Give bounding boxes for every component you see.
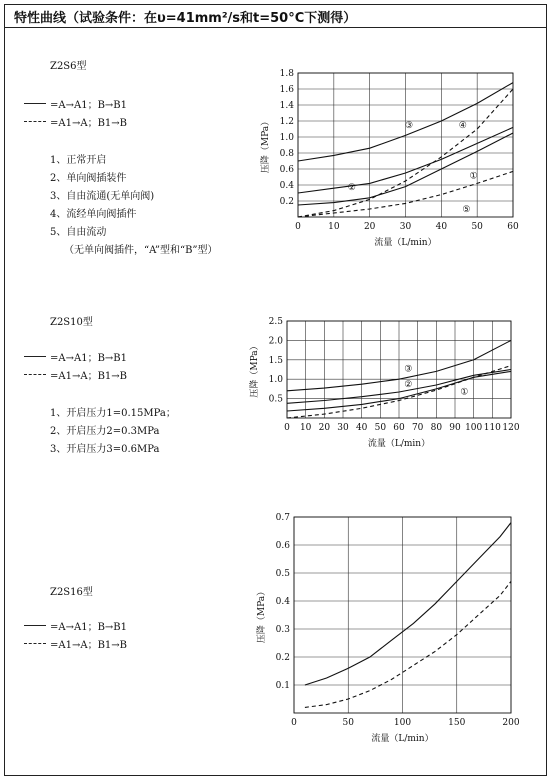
y-tick-label: 0.5 — [268, 394, 283, 405]
x-axis-label: 流量（L/min） — [367, 439, 431, 449]
y-tick-label: 0.6 — [279, 165, 294, 175]
y-tick-label: 0.6 — [275, 541, 290, 551]
note-item: 1、开启压力1=0.15MPa； — [50, 408, 176, 419]
chart-2 — [248, 317, 520, 449]
note-item: 2、单向阀插装件 — [50, 173, 127, 184]
x-tick-label: 30 — [337, 423, 349, 433]
x-tick-label: 100 — [465, 423, 483, 433]
y-tick-label: 0.1 — [275, 681, 290, 691]
y-tick-label: 0.7 — [275, 513, 290, 523]
y-axis-label: 压降（MPa） — [250, 341, 260, 398]
series-line — [305, 523, 511, 685]
model-title: Z2S6型 — [50, 61, 87, 72]
y-tick-label: 0.2 — [279, 197, 294, 207]
x-tick-label: 70 — [411, 423, 424, 433]
model-title: Z2S16型 — [50, 587, 93, 598]
note-item: 1、正常开启 — [50, 155, 107, 166]
y-tick-label: 0.2 — [275, 653, 290, 663]
curve-label: ③ — [405, 121, 414, 132]
curve-label: ⑤ — [462, 205, 471, 216]
x-tick-label: 110 — [483, 423, 501, 433]
x-tick-label: 60 — [507, 222, 519, 232]
y-tick-label: 1.8 — [279, 69, 294, 79]
y-tick-label: 0.5 — [275, 569, 290, 579]
y-axis-label: 压降（MPa） — [257, 586, 267, 644]
x-tick-label: 20 — [318, 423, 331, 433]
chart-1 — [259, 69, 519, 248]
note-item: 4、流经单向阀插件 — [50, 209, 137, 220]
chart-3 — [255, 513, 520, 744]
x-tick-label: 0 — [295, 222, 301, 232]
y-tick-label: 1.0 — [268, 375, 283, 386]
y-tick-label: 1.0 — [279, 133, 294, 143]
y-tick-label: 2.5 — [268, 317, 283, 327]
x-tick-label: 120 — [502, 423, 520, 433]
curve-label: ② — [404, 379, 413, 390]
legend-label: =A→A1；B→B1 — [50, 622, 128, 633]
model-title: Z2S10型 — [50, 317, 93, 328]
x-tick-label: 0 — [284, 423, 290, 433]
x-tick-label: 0 — [291, 718, 297, 728]
legend-label: =A1→A；B1→B — [50, 118, 128, 129]
x-tick-label: 10 — [299, 423, 312, 433]
curve-label: ③ — [404, 364, 413, 375]
y-tick-label: 1.4 — [279, 101, 294, 111]
y-tick-label: 0.4 — [279, 181, 294, 191]
x-tick-label: 30 — [399, 222, 412, 232]
curve-label: ① — [460, 387, 469, 398]
note-item: 2、开启压力2=0.3MPa — [50, 426, 160, 437]
legend-label: =A→A1；B→B1 — [50, 100, 128, 111]
x-tick-label: 150 — [448, 718, 466, 728]
x-tick-label: 80 — [430, 423, 443, 433]
y-tick-label: 1.5 — [268, 355, 283, 366]
x-tick-label: 90 — [449, 423, 461, 433]
legend-label: =A1→A；B1→B — [50, 640, 128, 651]
x-tick-label: 10 — [328, 222, 340, 232]
x-tick-label: 20 — [363, 222, 376, 232]
page-title: 特性曲线（试验条件：在υ=41mm²/s和t=50°C下测得） — [14, 11, 357, 26]
note-item: （无单向阀插件，“A”型和“B”型） — [64, 245, 218, 256]
x-tick-label: 50 — [374, 423, 387, 433]
y-tick-label: 1.6 — [279, 85, 294, 95]
y-tick-label: 0.4 — [275, 597, 290, 607]
x-tick-label: 60 — [393, 423, 405, 433]
curve-label: ② — [347, 182, 356, 193]
series-line — [305, 581, 511, 707]
curve-label: ④ — [458, 121, 467, 132]
y-tick-label: 1.2 — [279, 117, 294, 127]
legend-label: =A1→A；B1→B — [50, 371, 128, 382]
legend-label: =A→A1；B→B1 — [50, 353, 128, 364]
x-tick-label: 40 — [355, 423, 368, 433]
x-tick-label: 40 — [435, 222, 448, 232]
x-axis-label: 流量（L/min） — [371, 734, 434, 744]
x-axis-label: 流量（L/min） — [374, 238, 437, 248]
y-axis-label: 压降（MPa） — [261, 116, 271, 174]
note-item: 3、开启压力3=0.6MPa — [50, 444, 160, 455]
note-item: 3、自由流通(无单向阀) — [50, 191, 155, 202]
note-item: 5、自由流动 — [50, 227, 107, 238]
y-tick-label: 2.0 — [268, 336, 283, 347]
x-tick-label: 200 — [502, 718, 520, 728]
curve-label: ① — [469, 171, 478, 182]
x-tick-label: 50 — [471, 222, 483, 232]
y-tick-label: 0.8 — [279, 149, 294, 159]
y-tick-label: 0.3 — [275, 625, 290, 635]
x-tick-label: 100 — [393, 718, 412, 728]
x-tick-label: 50 — [342, 718, 354, 728]
